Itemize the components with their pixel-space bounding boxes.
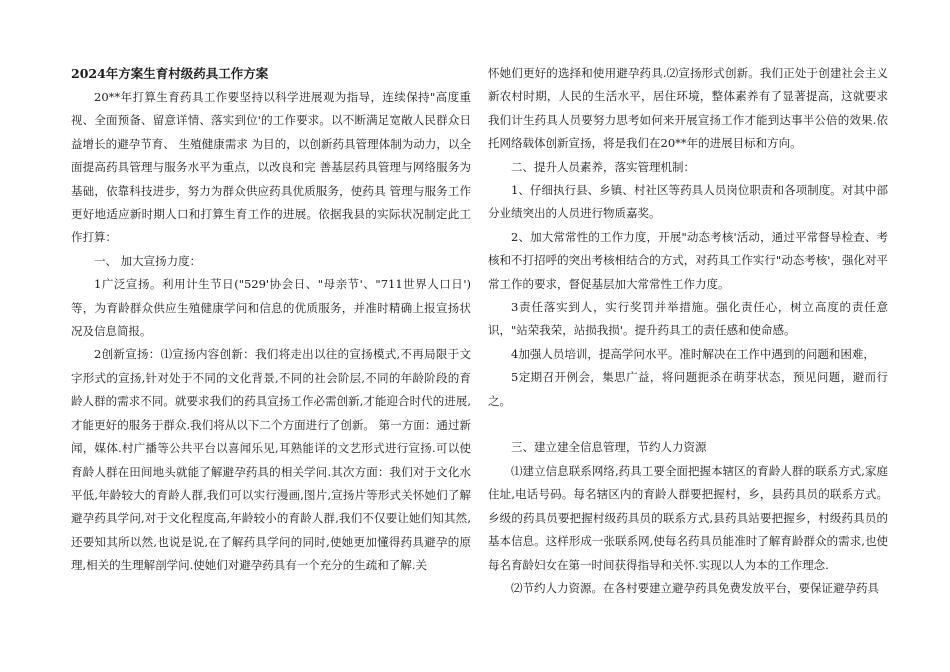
paragraph-2-1: 1、仔细执行县、乡镇、村社区等药具人员岗位职责和各项制度。对其中部分业绩突出的人员进行物质嘉奖。 xyxy=(488,183,888,221)
paragraph-2-5: 5定期召开例会，集思广益，将问题扼杀在萌芽状态，预见问题，避而行之。 xyxy=(488,370,888,408)
section-heading-2: 二、提升人员素养，落实管理机制： xyxy=(511,159,695,174)
paragraph-2-3: 3责任落实到人，实行奖罚并举措施。强化责任心，树立高度的责任意识，"站荣我荣，站损我损'。提升药具工的责任感和使命感。 xyxy=(488,300,888,338)
section-heading-1: 一、 加大宣扬力度： xyxy=(94,253,202,268)
section-heading-3: 三、建立建全信息管理，节约人力资源 xyxy=(511,440,707,455)
paragraph-3-2: ⑵节约人力资源。在各村要建立避孕药具免费发放平台，要保证避孕药具 xyxy=(511,580,879,595)
paragraph-intro: 20**年打算生育药具工作要坚持以科学进展观为指导，连续保持"高度重视、全面预备、留意详情、落实到位'的工作要求。以不断满足宽敞人民群众日益增长的避孕节育、 生殖健康需求 为目的，以创新药具管理体制为动力，以全面提高药具管理与服务水平为重点，以改良和完 善基层药具管理与网络服务为基础，依靠科技进步，努力为群众供应药具优质服务，使药具 管理与服务工作更好地适应新时期人口和打算生育工作的进展。依据我县的实际状况制定此工作打算： xyxy=(71,90,471,245)
blank-line xyxy=(488,413,888,436)
paragraph-2-4: 4加强人员培训，提高学问水平。准时解决在工作中遇到的问题和困难， xyxy=(511,346,875,361)
document-title: 2024年方案生育村级药具工作方案 xyxy=(71,66,269,81)
left-column xyxy=(71,62,471,578)
paragraph-continued: 怀她们更好的选择和使用避孕药具.⑵宣扬形式创新。我们正处于创建社会主义新农村时期，人民的生活水平，居住环境，整体素养有了显著提高，这就要求我们计生药具人员要努力思考如何来开展宣扬工作才能到达事半公倍的效果.依托网络载体创新宣扬，将是我们在20**年的进展目标和方向。 xyxy=(488,66,888,151)
paragraph-3-1: ⑴建立信息联系网络,药具工要全面把握本辖区的育龄人群的联系方式,家庭住址,电话号码。每名辖区内的育龄人群要把握村，乡，县药具员的联系方式。乡级的药具员要把握村级药具员的联系方式,县药具站要把握乡，村级药具员的基本信息。这样形成一张联系网,使每名药具员能准时了解育龄群众的需求,也使每名育龄妇女在第一时间获得指导和关怀.实现以人为本的工作理念. xyxy=(488,463,888,572)
paragraph-2-2: 2、加大常常性的工作力度，开展"动态考核'活动，通过平常督导检查、考核和不打招呼的突出考核相结合的方式，对药具工作实行"动态考核'，强化对平常工作的要求，督促基层加大常常性工作力度。 xyxy=(488,229,888,291)
paragraph-1-1: 1广泛宣扬。利用计生节日("529'协会日、"母亲节'、"711世界人口日')等，为育龄群众供应生殖健康学问和信息的优质服务，并准时精确上报宣扬状况及信息简报。 xyxy=(71,277,471,339)
right-column xyxy=(488,62,888,600)
paragraph-1-2: 2创新宣扬：⑴宣扬内容创新：我们将走出以往的宣扬模式,不再局限于文字形式的宣扬,针对处于不同的文化背景,不同的社会阶层,不同的年龄阶段的育龄人群的需求不同。就要求我们的药具宣扬工作必需创新,才能迎合时代的进展,才能更好的服务于群众.我们将从以下二个方面进行了创新。 第一方面：通过新闻，媒体.村广播等公共平台以喜闻乐见,耳熟能详的文艺形式进行宣扬.可以使育龄人群在田间地头就能了解避孕药具的相关学问.其次方面：我们对于文化水平低,年龄较大的育龄人群,我们可以实行漫画,图片,宣扬片等形式关怀她们了解避孕药具学问,对于文化程度高,年龄较小的育龄人群,我们不仅要让她们知其然,还要知其所以然,也说是说,在了解药具学问的同时,使她更加懂得药具避孕的原理,相关的生理解剖学问.使她们对避孕药具有一个充分的生疏和了解.关 xyxy=(71,347,471,573)
